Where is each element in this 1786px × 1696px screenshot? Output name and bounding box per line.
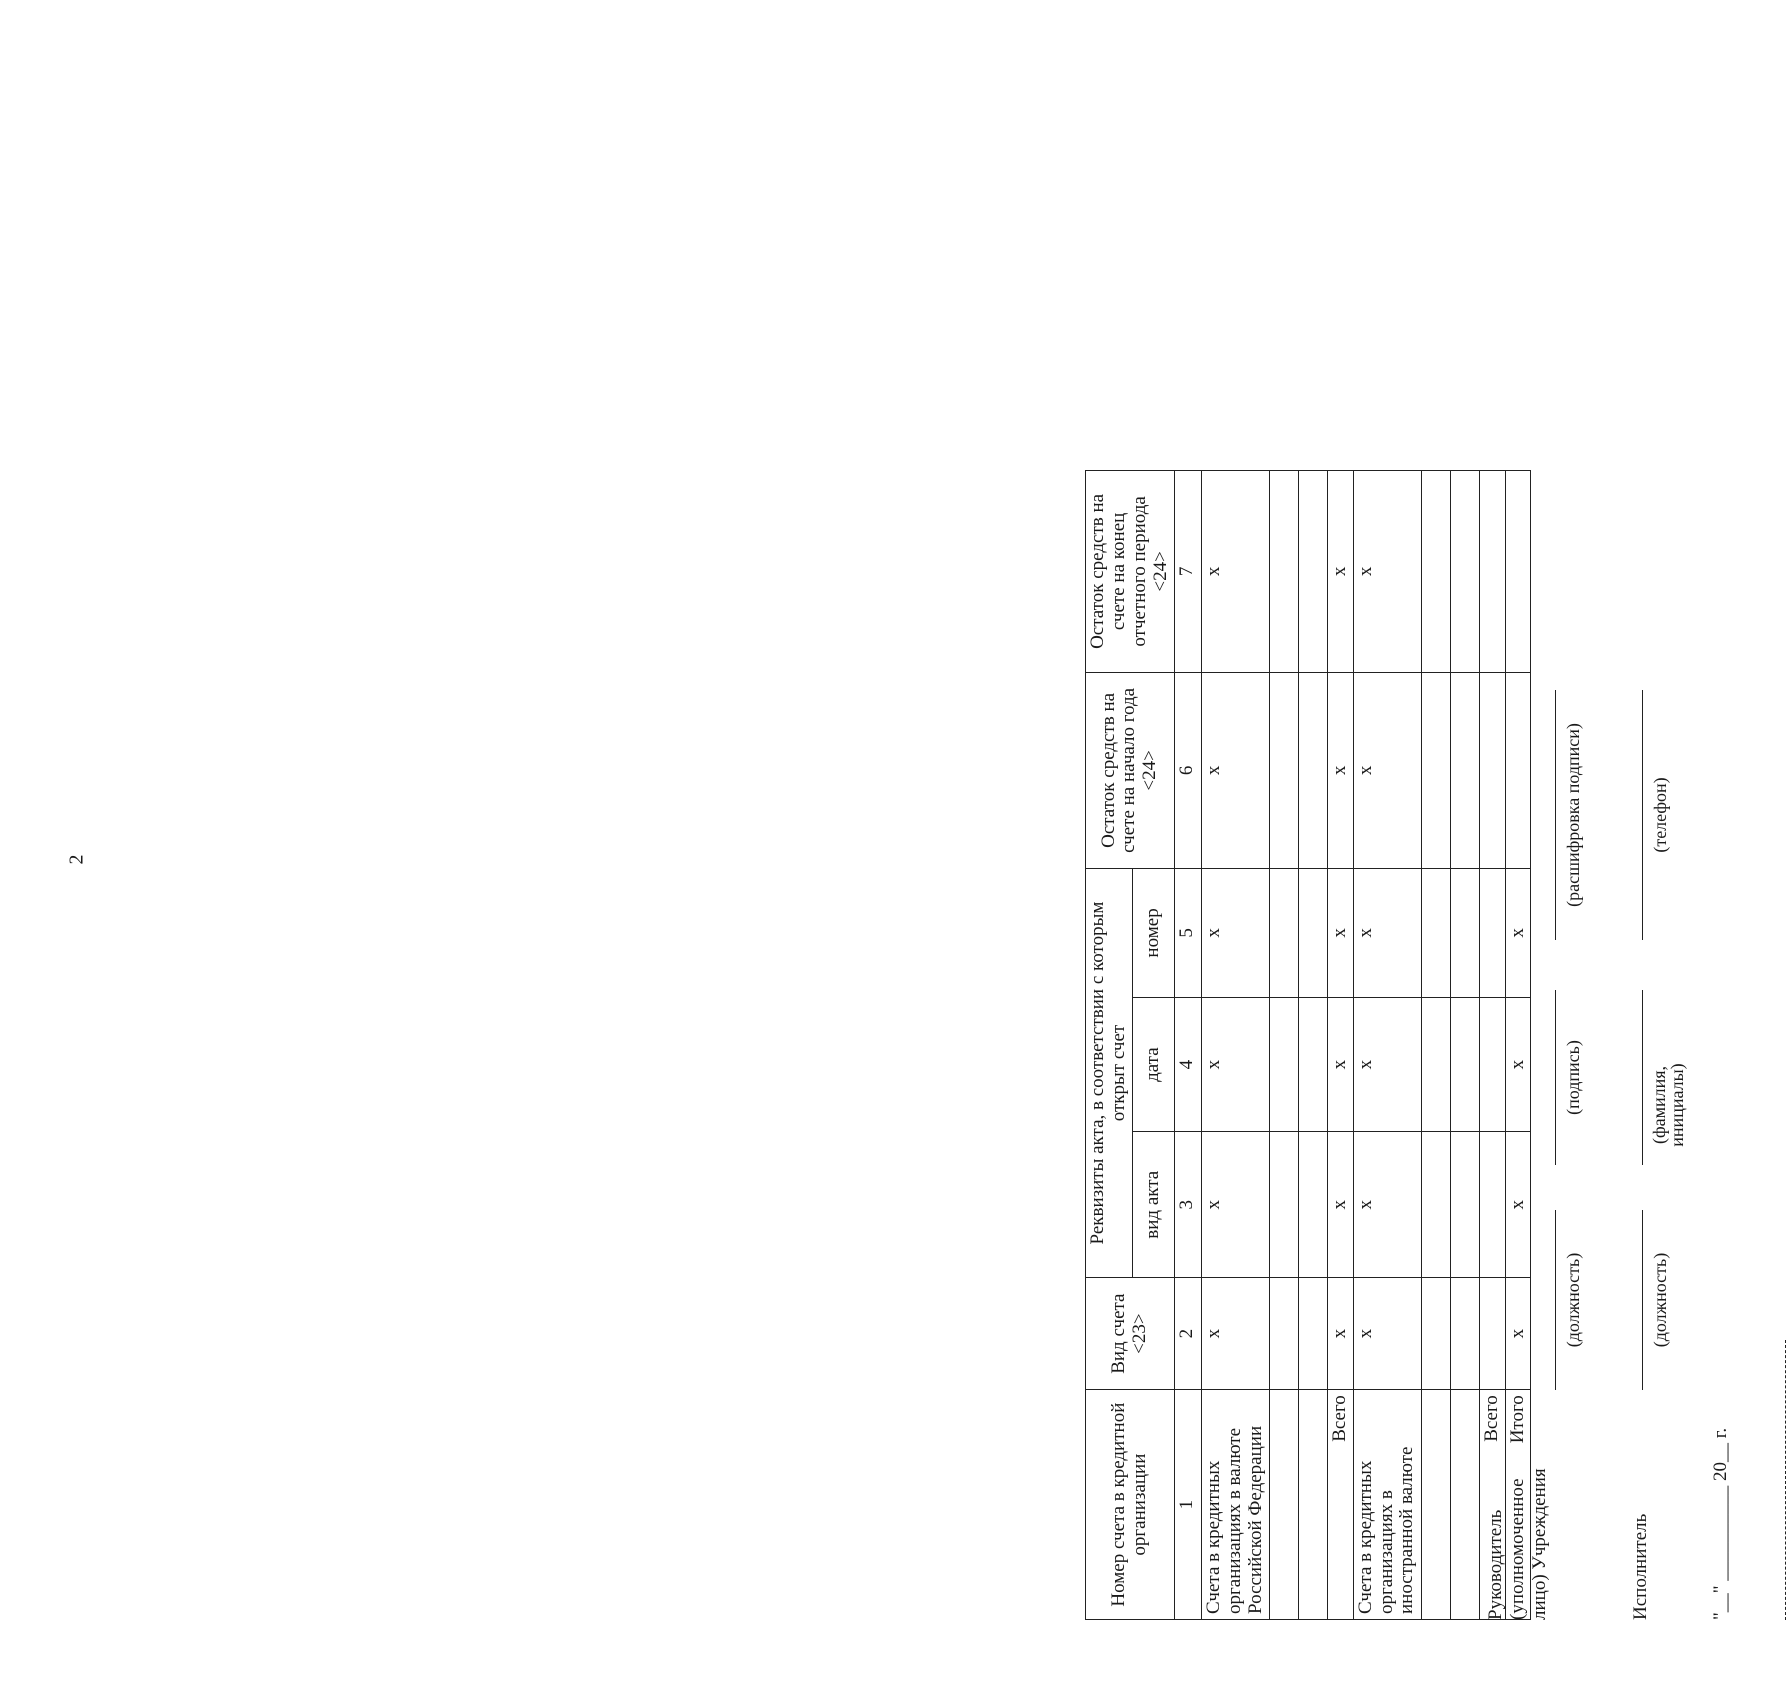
cell[interactable] [1450,868,1479,997]
cell[interactable] [1269,997,1298,1132]
x-mark: x [1327,1132,1353,1278]
x-mark: x [1201,1278,1269,1390]
cell[interactable] [1421,1278,1450,1390]
cell[interactable] [1421,672,1450,868]
executor-position-caption: (должность) [1650,1252,1670,1348]
fx-section-row [1353,471,1421,1620]
column-numbers-row [1174,471,1201,1620]
x-mark: x [1327,997,1353,1132]
signature-caption: (подпись) [1563,1040,1583,1115]
header-balance-start: Остаток средств на счете на начало года <24> [1086,672,1175,868]
x-mark: x [1353,672,1421,868]
cell[interactable] [1269,672,1298,868]
header-act-kind: вид акта [1132,1132,1174,1278]
x-mark: x [1327,868,1353,997]
x-mark: x [1327,471,1353,673]
col-num-7: 7 [1174,471,1201,673]
x-mark: x [1353,868,1421,997]
fx-total-label: Всего [1479,1390,1505,1620]
fx-section-label: Счета в кредитных организациях в иностранной валюте [1353,1390,1421,1620]
cell[interactable] [1269,1390,1298,1620]
cell[interactable] [1269,868,1298,997]
cell[interactable] [1505,471,1531,673]
header-balance-end: Остаток средств на счете на конец отчетного периода <24> [1086,471,1175,673]
cell[interactable] [1298,471,1327,673]
grand-total-label: Итого [1505,1390,1531,1620]
decoding-caption: (расшифровка подписи) [1563,723,1583,907]
cell[interactable] [1298,672,1327,868]
cell[interactable] [1450,471,1479,673]
cell[interactable] [1450,672,1479,868]
col-num-1: 1 [1174,1390,1201,1620]
cell[interactable] [1298,868,1327,997]
rub-section-label: Счета в кредитных организациях в валюте Российской Федерации [1201,1390,1269,1620]
x-mark: x [1505,868,1531,997]
executor-label: Исполнитель [1630,1513,1651,1620]
cell[interactable] [1479,1278,1505,1390]
cell[interactable] [1479,997,1505,1132]
x-mark: x [1201,997,1269,1132]
position-caption: (должность) [1563,1252,1583,1348]
cell[interactable] [1450,1278,1479,1390]
rotated-form [1085,470,1731,1620]
cell[interactable] [1421,868,1450,997]
accounts-table [1085,470,1531,1620]
x-mark: x [1353,1278,1421,1390]
col-num-3: 3 [1174,1132,1201,1278]
cell[interactable] [1421,1390,1450,1620]
x-mark: x [1353,1132,1421,1278]
cell[interactable] [1505,672,1531,868]
col-num-4: 4 [1174,997,1201,1132]
x-mark: x [1201,672,1269,868]
col-num-6: 6 [1174,672,1201,868]
cell[interactable] [1298,1278,1327,1390]
head-label: Руководитель (уполномоченное лицо) Учреждения [1485,1468,1550,1620]
cell[interactable] [1421,997,1450,1132]
cell[interactable] [1479,672,1505,868]
cell[interactable] [1298,997,1327,1132]
grand-total-row [1505,471,1531,1620]
table-row [1269,471,1298,1620]
rub-total-label: Всего [1327,1390,1353,1620]
cell[interactable] [1269,471,1298,673]
x-mark: x [1353,471,1421,673]
x-mark: x [1505,1132,1531,1278]
x-mark: x [1505,997,1531,1132]
x-mark: x [1201,1132,1269,1278]
cell[interactable] [1479,471,1505,673]
col-num-2: 2 [1174,1278,1201,1390]
page-number: 2 [65,854,88,865]
x-mark: x [1327,672,1353,868]
cell[interactable] [1479,868,1505,997]
cell[interactable] [1450,1390,1479,1620]
cell[interactable] [1269,1278,1298,1390]
cell[interactable] [1421,471,1450,673]
header-account-number: Номер счета в кредитной организации [1086,1390,1175,1620]
phone-caption: (телефон) [1650,777,1670,853]
cell[interactable] [1298,1390,1327,1620]
rub-total-row [1327,471,1353,1620]
x-mark: x [1327,1278,1353,1390]
cell[interactable] [1450,997,1479,1132]
header-act-date: дата [1132,997,1174,1132]
cell[interactable] [1269,1132,1298,1278]
x-mark: x [1505,1278,1531,1390]
x-mark: x [1201,471,1269,673]
cell[interactable] [1450,1132,1479,1278]
header-act-details: Реквизиты акта, в соответствии с которым открыт счет [1086,868,1133,1277]
cell[interactable] [1421,1132,1450,1278]
cell[interactable] [1298,1132,1327,1278]
x-mark: x [1201,868,1269,997]
name-caption: (фамилия, инициалы) [1649,1063,1687,1147]
fx-total-row [1479,471,1505,1620]
header-account-type: Вид счета <23> [1086,1278,1175,1390]
col-num-5: 5 [1174,868,1201,997]
x-mark: x [1353,997,1421,1132]
cell[interactable] [1479,1132,1505,1278]
table-row [1450,471,1479,1620]
table-row [1298,471,1327,1620]
rub-section-row [1201,471,1269,1620]
date-line[interactable]: "__" __________ 20__ г. [1710,1427,1731,1620]
table-row [1421,471,1450,1620]
header-act-number: номер [1132,868,1174,997]
